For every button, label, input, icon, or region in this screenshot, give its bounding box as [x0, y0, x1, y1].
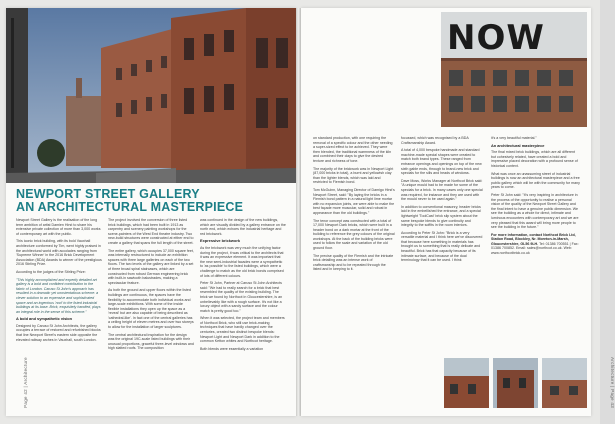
paragraph: Dave Moss, Works Manager at Northcot Brick said: "A unique mould had to be made for some of the specials for a brick. In many cases only one special was required, for instance and they are used with the mould never to be used again."	[401, 178, 483, 202]
paragraph: Peter St John said: "It's very inspiring in architecture in the process of the opportunity to realise a personal vision of the quality of the Newport Street Gallery and the final intent to have a genuine public dimension. We see the building as a whole for direct, intimate and luminous encounters with contemporary art and we are very pleased that this award will bring more people to see the building in the future."	[491, 192, 579, 230]
stirling-quote: "This highly accomplished and expertly detailed art gallery is a bold and confident contribution to the fabric of London. Caruso St John's approach has resulted in a dramatic yet unostentatious scheme: a clever solution to an expensive and sophisticated space and an ingenious 'nod' to the listed industrial buildings at its base. Brick, exquisitely handled, plays an integral role in the sense of this scheme."	[16, 277, 101, 314]
left-column-2	[108, 218, 194, 354]
subheading: A bold and sympathetic vision	[16, 316, 73, 322]
left-page	[6, 8, 296, 416]
paragraph: The majority of the brickwork was in Newport Light (87,000 bricks in total), a burnt and yellowish clay than the lighter blends, which was laid and restricted to Flemish bond.	[313, 166, 394, 185]
paragraph: In addition to conventional masonry, header bricks laid in the embellished the entrance, and a special lightweight 'ToolCast' brick slip system about the same bespoke blends to give continuity and integrity to the soffits in the room interiors.	[401, 204, 481, 228]
headline-line-2: AN ARCHITECTURAL MASTERPIECE	[16, 200, 244, 214]
gallery-facade-photo	[441, 12, 587, 127]
paragraph: Peter St John, Partner at Caruso St John Architects said: "We had to really search for a brick that best resembled the quality of the existing building. The brick we found by Northcot in Gloucestershire, is an unbelievably like with a rough surface. It's not like a luxury object with a sandy surface and the colour match is pretty good too."	[200, 281, 283, 313]
paragraph: As both the ground and upper floors within the listed buildings are continuous, the spaces have the flexibility to accommodate both individual works and large-scale exhibitions. With some of the inside flexible installations they open up the space as a 'reveal' but are also capable of being described as 'cathedral-like'. In fact one of the central galleries has a ceiling height of eleven metres and over two storeys to allow for the installation of larger sculptures.	[108, 288, 194, 330]
contact-lead: For more information, contact Northcot Brick Ltd, Station Road, Blockley, Nr. Moreton-in-Marsh, Gloucestershire, GL56 9LH.	[491, 232, 576, 246]
paragraph: The central architectural inspiration for the design was the original 19C-scale listed buildings with their unusual proportions, graceful three-level windows and high slatted roofs. The composition	[108, 332, 194, 351]
page-number-tab: Page 42 | Architecture	[22, 357, 28, 408]
paragraph: The final mixed brick buildings, which are all different but cohesively related, have created a bold and impressive placed decoration with a profound sense of historical context.	[491, 150, 578, 168]
left-column-1	[16, 218, 102, 345]
paragraph: What was once an unassuming street of industrial buildings is now an architectural masterpiece and a free public gallery which will be with the community for many years to come.	[491, 171, 580, 190]
paragraph: The precise quality of the Flemish and the intricate brick detailing was an intense work of craftsmanship and to be repeated through the listed and in keeping to it.	[313, 253, 394, 272]
right-column-2	[401, 136, 483, 266]
paragraph: on standard production, with one requiring the removal of a specific colour and the other needing a super-sized effect to be achieved. They were then blended, the traditional warmness of the kiln and combined their clays to give the desired texture and richness of tone.	[313, 136, 393, 163]
paragraph: The project involved the conversion of three listed brick buildings, which had been built in 1913 as carpentry and scenery painting workshops for the scene-painters of the West End theatre industry. Two new-build structures were constructed at either end to create a gallery that spans the full length of the street.	[108, 218, 194, 245]
right-column-3	[491, 136, 581, 259]
paragraph: When it was selected, the project team and members of Northcot Brick, who still use brick-making techniques that have hardly changed over the centuries, created two distinct bespoke blends: Newport Light and Newport Dark in addition to the common Ketton whites and Northcot heritage.	[200, 316, 285, 344]
contact-info	[491, 233, 581, 256]
paragraph: According to the judges of the Stirling Prize:	[16, 269, 86, 274]
paragraph: The entire gallery, which occupies 37,000 square feet, was internally restructured to include an exhibition spaces with three large galleries on each of the two floors. The two levels of the gallery are linked by a set of three broad spiral staircases, which are constructed from robust German engineering brick with built-in sawtooth balustrades, making a spectacular feature.	[108, 248, 194, 285]
thumbnail-photo	[444, 358, 489, 408]
subheading: Expressive brickwork	[200, 238, 241, 244]
paragraph: Newport Street Gallery is the realisation of the long term ambition of artist Damien Hirst to share his extensive private collection of more than 3,000 works of contemporary art with the public.	[16, 218, 101, 236]
paragraph: This iconic brick building, with its bold Vauxhall architecture conformed by Tim, went highly praised in the architectural world with accolades ranging from 'Supreme Winner' in the 2016 Brick Development Association (BDA) Awards to winner of the prestigious 2016 Stirling Prize.	[16, 239, 102, 267]
headline-line-1: NEWPORT STREET GALLERY	[16, 187, 200, 201]
paragraph: A total of 4,000 bespoke handmade and standard machine-made special shapes were created to match both brand types. These ranged from entrance openings and openings on top of the new sixth gable ends, through to brand-new brick and specials for the sills and heads of windows.	[401, 148, 482, 176]
thumbnail-strip	[444, 358, 587, 408]
article-headline	[16, 188, 288, 214]
right-page	[301, 8, 615, 416]
thumbnail-photo	[493, 358, 538, 408]
subheading: An architectural masterpiece	[491, 142, 545, 148]
now-sign: NOW	[447, 18, 545, 58]
paragraph: Designed by Caruso St John Architects, the gallery occupies a terrace of restored and refurbished blocks that line Newport Street's eastern side opposite the elevated railway arches in Vauxhall, south London.	[16, 323, 101, 342]
paragraph: The tenor concept was constructed with a total of 17,000 Newport Dark bricks, which were built in a header bond on a dark mortar at the front of the building to reference the grey colours of the original workshops. At the back of the building bricks were used to follow the scale and variation of the old ground floor.	[313, 218, 395, 251]
paragraph: Tom McGuinn, Managing Director of Damigo Hirst's Newport Street, said: "By laying the bricks in a Flemish bond pattern in a natural light lime mortar with no expansion joints, we were able to make the best façade more muscular, solid and robust in appearance than the old buildings."	[313, 187, 395, 215]
paragraph: it's a very beautiful material."	[491, 136, 537, 140]
paragraph: Both blends were essentially a variation	[200, 346, 264, 351]
thumbnail-photo	[542, 358, 587, 408]
paragraph: According to Peter St John: "Brick is a very versatile material and I think here we've discovered that because here something in materials has brought us to something that is really delicate and beautiful. Brick has that capacity because of its intimate surface, and because of the dual terminology that it can be used. I think	[401, 230, 483, 263]
paragraph: As the brickwork was very much the unifying factor during the project, it was critical to the architects that it was an expressive element. It was important that the new semi-industrial facades were a sympathetic to 'as possible' to the listed buildings, which were a challenge to match as the old brick bonds comprised of lots of different colours.	[200, 245, 284, 278]
gallery-street-photo	[6, 8, 296, 183]
paragraph: focussed, which was recognised by a BDA Craftsmanship Award.	[401, 136, 469, 145]
contact-details: Tel: 01386 700551 | Fax: 01386 700852. Email: sales@northcot.co.uk. Web: www.northcotbrick.co.uk	[491, 241, 579, 256]
left-column-3	[200, 218, 286, 354]
page-number-tab: Architecture | Page 43	[610, 356, 615, 409]
right-column-1	[313, 136, 395, 275]
paragraph: was continued in the design of the new buildings, which are visually divided by a gallery entrance on the north end, which echoes the industrial heritage and red brickwork.	[200, 218, 286, 236]
